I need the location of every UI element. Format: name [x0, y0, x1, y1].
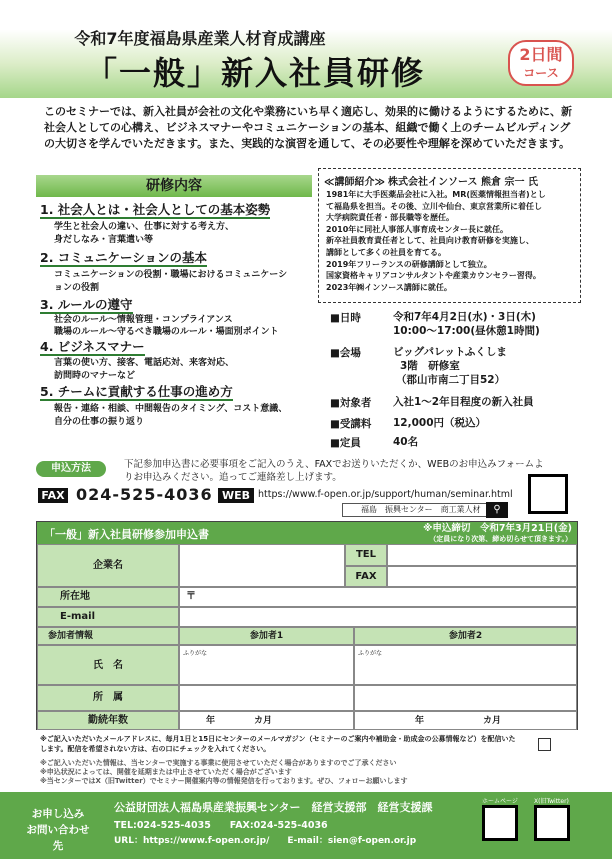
- badge-days: 2日間: [519, 45, 563, 64]
- venue-line-2: 3階 研修室: [400, 360, 460, 372]
- note-line: ※申込状況によっては、開催を延期または中止させていただく場合がございます: [40, 768, 292, 776]
- year-unit: 年: [206, 716, 216, 726]
- page-title: 「一般」新入社員研修: [84, 54, 425, 92]
- company-field[interactable]: [179, 544, 345, 587]
- homepage-qr-label: ホームページ: [482, 798, 518, 805]
- target-value: 入社1～2年目程度の新入社員: [393, 396, 534, 408]
- date-line-1: 令和7年4月2日(水)・3日(木): [393, 311, 536, 323]
- month-unit: カ月: [254, 716, 273, 726]
- contact-label: [24, 806, 92, 854]
- fax-tag: FAX: [38, 488, 68, 503]
- participant-1-header: 参加者1: [179, 627, 354, 645]
- bio-line: 大学病院責任者・部長職等を歴任。: [326, 213, 454, 223]
- section-4-title: 4. ビジネスマナー: [40, 339, 145, 354]
- participant-1-dept-field[interactable]: [179, 685, 354, 711]
- lecturer-label: ≪講師紹介≫: [324, 177, 385, 188]
- participant-info-label: 参加者情報: [37, 627, 179, 645]
- participant-2-header: 参加者2: [354, 627, 577, 645]
- participant-2-years-field[interactable]: [354, 711, 577, 730]
- participant-2-name-field[interactable]: [354, 645, 577, 685]
- email-label: E-mail: [37, 607, 179, 627]
- bio-line: 2023年㈱インソース講師に就任。: [326, 282, 452, 292]
- section-4-line-1: 言葉の使い方、接客、電話応対、来客対応、: [54, 358, 235, 368]
- company-label: 企業名: [37, 544, 179, 587]
- twitter-qr-label: X(旧Twitter): [534, 798, 569, 805]
- section-2-line-1: コミュニケーションの役割・職場におけるコミュニケーシ: [54, 270, 288, 280]
- apply-method-label: 申込方法: [36, 461, 106, 477]
- form-deadline: [364, 523, 572, 545]
- apply-method-text: 下記参加申込書に必要事項をご記入のうえ、FAXでお送りいただくか、WEBのお申込みフォームよりお申込みください。追ってご連絡差し上げます。: [124, 459, 544, 483]
- venue-label: ■会場: [330, 347, 361, 359]
- bio-line: 講師として多くの社員を育てる。: [326, 247, 446, 257]
- fee-value: 12,000円（税込）: [393, 417, 487, 429]
- homepage-qr-code: [482, 805, 518, 841]
- contact-label-line-2: お問い合わせ先: [26, 824, 90, 852]
- intro-text: このセミナーでは、新入社員が会社の文化や業務にいち早く適応し、効果的に働けるようにするために、新社会人としての心構え、ビジネスマナーやコミュニケーションの基本、組織で働く上のチームビルディングの大切さを学んでいただきます。また、実践的な演習を通して、その必要性や理解を深めていただきます。: [44, 105, 572, 150]
- address-field[interactable]: 〒: [179, 587, 577, 607]
- section-5-title: 5. チームに貢献する仕事の進め方: [40, 384, 233, 399]
- section-5-line-1: 報告・連絡・相談、中間報告のタイミング、コスト意識、: [54, 404, 288, 414]
- fax-number: 024-525-4036: [76, 485, 213, 504]
- lecturer-bio: [326, 189, 578, 293]
- section-4-line-2: 訪問時のマナーなど: [54, 371, 136, 381]
- bio-line: 新卒社員教育責任者として、社員向け教育研修を実施し、: [326, 236, 534, 246]
- form-title: 「一般」新入社員研修参加申込書: [44, 528, 209, 541]
- email-field[interactable]: [179, 607, 577, 627]
- note-line: ※当センターではX（旧Twitter）でセミナー開催案内等の情報発信を行っております。ぜひ、フォローお願いします: [40, 777, 408, 785]
- mailmag-optout-checkbox[interactable]: [538, 738, 551, 751]
- search-box[interactable]: 福島 振興センター 商工業人材: [342, 503, 506, 517]
- contact-label-line-1: お申し込み: [31, 808, 85, 820]
- furigana-label: ふりがな: [183, 650, 208, 657]
- date-line-2: 10:00～17:00(昼休憩1時間): [393, 325, 540, 337]
- section-3-title: 3. ルールの遵守: [40, 297, 133, 312]
- section-2-title: 2. コミュニケーションの基本: [40, 250, 208, 265]
- years-label: 勤続年数: [37, 711, 179, 730]
- section-3-line-1: 社会のルール～情報管理・コンプライアンス: [54, 315, 233, 325]
- bio-line: 国家資格キャリアコンサルタントや産業カウンセラー習得。: [326, 271, 541, 281]
- lecturer-name: 株式会社インソース 熊倉 宗一 氏: [388, 177, 538, 188]
- deadline-text: ※申込締切 令和7年3月21日(金): [423, 523, 572, 534]
- participant-2-dept-field[interactable]: [354, 685, 577, 711]
- year-unit: 年: [415, 716, 425, 726]
- participant-1-years-field[interactable]: [179, 711, 354, 730]
- series-name: 令和7年度福島県産業人材育成講座: [74, 29, 326, 48]
- organization-name: 公益財団法人福島県産業振興センター 経営支援部 経営支援課: [114, 801, 433, 814]
- venue-line-3: （郡山市南二丁目52）: [396, 374, 506, 386]
- bio-line: 2010年に同社人事部人事育成センター長に就任。: [326, 224, 508, 234]
- deadline-note: （定員になり次第、締め切らせて頂きます。）: [429, 535, 572, 543]
- name-label: 氏 名: [37, 645, 179, 685]
- web-qr-code: [528, 474, 568, 514]
- section-3-line-2: 職場のルール～守るべき職場のルール・場面別ポイント: [54, 327, 279, 337]
- bio-line: 1981年に大手医薬品会社に入社。MR(医薬情報担当者)とし: [326, 190, 546, 199]
- section-1-line-1: 学生と社会人の違い、仕事に対する考え方、: [54, 222, 235, 232]
- venue-line-1: ビッグパレットふくしま: [393, 346, 507, 358]
- tel-label: TEL: [345, 544, 387, 566]
- badge-course: コース: [523, 66, 559, 80]
- fax-label: FAX: [345, 566, 387, 587]
- section-1-line-2: 身だしなみ・言葉遣い等: [54, 235, 154, 245]
- furigana-label: ふりがな: [358, 650, 383, 657]
- fee-label: ■受講料: [330, 418, 372, 430]
- duration-badge: [508, 40, 574, 86]
- mailmag-note: ※ご記入いただいたメールアドレスに、毎月1日と15日にセンターのメールマガジン（セミナーのご案内や補助金・助成金の公募情報など）を配信いたします。配信を希望されない方は、右の口にチェックを入れてください。: [40, 735, 516, 753]
- contents-heading: 研修内容: [36, 175, 312, 197]
- capacity-label: ■定員: [330, 437, 361, 449]
- tel-field[interactable]: [387, 544, 577, 566]
- web-tag: WEB: [218, 488, 254, 503]
- bio-line: 2019年フリーランスの研修講師として独立。: [326, 259, 492, 269]
- twitter-qr-code: [534, 805, 570, 841]
- capacity-value: 40名: [393, 436, 419, 448]
- phone-numbers: TEL:024-525-4035 FAX:024-525-4036: [114, 820, 328, 831]
- section-1-title: 1. 社会人とは・社会人としての基本姿勢: [40, 202, 271, 217]
- dept-label: 所 属: [37, 685, 179, 711]
- section-2-line-2: ョンの役割: [54, 283, 100, 293]
- date-label: ■日時: [330, 312, 361, 324]
- search-icon[interactable]: ⚲: [486, 502, 508, 518]
- address-label: 所在地: [37, 587, 179, 607]
- fax-field[interactable]: [387, 566, 577, 587]
- target-label: ■対象者: [330, 397, 372, 409]
- note-line: ※ご記入いただいた情報は、当センターで実施する事業に使用させていただく場合がありますのでご了承ください: [40, 759, 397, 767]
- section-5-line-2: 自分の仕事の振り返り: [54, 417, 145, 427]
- month-unit: カ月: [483, 716, 502, 726]
- url-email[interactable]: URL：https://www.f-open.or.jp/ E-mail：sien@f-open.or.jp: [114, 836, 417, 846]
- bio-line: て福島県を担当。その後、立川や仙台、東京営業所に着任し: [326, 201, 542, 211]
- participant-1-name-field[interactable]: [179, 645, 354, 685]
- notes-list: [40, 759, 580, 786]
- web-url-link[interactable]: https://www.f-open.or.jp/support/human/seminar.html: [258, 489, 513, 500]
